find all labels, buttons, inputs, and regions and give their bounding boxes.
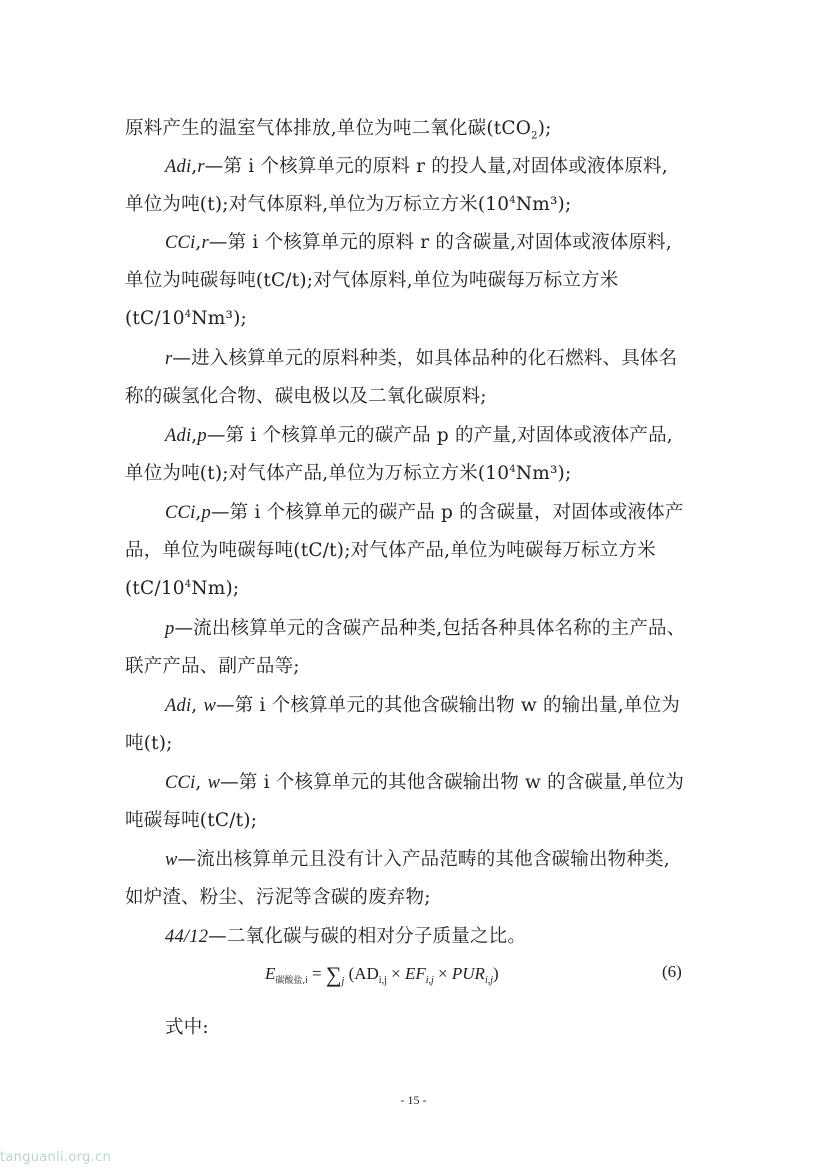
definition-w [165,848,710,872]
line-text: 如炉渣、粉尘、污泥等含碳的废弃物; [125,887,431,908]
equation-6 [265,962,499,988]
variable: r [165,349,173,369]
line-text: 式中: [165,1017,209,1038]
equation-subscript: i,j [484,975,493,986]
symbol: CCi [165,503,196,523]
sum-symbol: ∑ [325,962,342,987]
equation-subscript: i,j [378,975,387,986]
definition-cci-p: CCi,p—第 i 个核算单元的碳产品 p 的含碳量，对固体或液体产 [165,502,684,523]
line-tail: Nm³); [191,308,247,329]
equation-term: EF [404,964,426,983]
definition-cci-r: CCi,r—第 i 个核算单元的原料 r 的含碳量,对固体或液体原料, [165,232,672,253]
variable: p [201,503,211,523]
line-text: 单位为吨碳每吨(tC/t);对气体原料,单位为吨碳每万标立方米 [125,270,619,291]
text-line [125,117,710,141]
line-text: —二氧化碳与碳的相对分子质量之比。 [208,926,527,947]
line-text: —第 i 个核算单元的碳产品 p 的产量,对固体或液体产品, [206,425,673,446]
text-line [125,577,710,601]
line-tail: ); [537,118,552,139]
line-text: —进入核算单元的原料种类，如具体品种的化石燃料、具体名 [172,348,678,369]
definition-adi-w: Adi, w—第 i 个核算单元的其他含碳输出物 w 的输出量,单位为 [165,695,680,716]
subscript: 2 [531,130,538,142]
text-line [125,809,710,833]
line-text: 称的碳氢化合物、碳电极以及二氧化碳原料; [125,386,487,407]
text-line [125,269,710,293]
variable: w [203,696,217,716]
equals-sign: = [307,964,326,983]
equation-subscript: j [341,976,345,987]
equation-symbol: E [265,964,276,983]
equation-term: (AD [348,964,379,983]
line-text: —流出核算单元的含碳产品种类,包括各种具体名称的主产品、 [174,618,686,639]
symbol: Adi [165,696,192,716]
text-line [125,655,710,679]
line-text: 单位为吨(t);对气体原料,单位为万标立方米(10 [125,194,510,215]
variable: p [165,619,175,639]
symbol: CCi [165,773,196,793]
line-text: 吨碳每吨(tC/t); [125,810,258,831]
text-line [125,193,710,217]
superscript: 4 [509,194,516,206]
line-text: —流出核算单元且没有计入产品范畴的其他含碳输出物种类, [177,849,670,870]
equation-subscript: i,j [425,975,434,986]
line-text: —第 i 个核算单元的原料 r 的含碳量,对固体或液体原料, [208,232,672,253]
line-tail: Nm); [191,578,240,599]
symbol: CCi [165,233,196,253]
line-text: (tC/10 [125,578,185,599]
definition-44-12 [165,925,710,949]
text-line [125,385,710,409]
symbol: Adi [165,157,192,177]
text-line [125,307,710,331]
line-text: —第 i 个核算单元的原料 r 的投人量,对固体或液体原料, [204,156,668,177]
definition-adi-r: Adi,r—第 i 个核算单元的原料 r 的投人量,对固体或液体原料, [165,156,668,177]
equation-subscript: 碳酸盐,i [275,976,308,986]
times-sign: × [433,964,452,983]
definition-adi-p: Adi,p—第 i 个核算单元的碳产品 p 的产量,对固体或液体产品, [165,425,673,446]
text-line [125,539,710,563]
superscript: 4 [509,463,516,475]
variable: 44/12 [165,927,209,947]
definition-cci-w: CCi, w—第 i 个核算单元的其他含碳输出物 w 的含碳量,单位为 [165,772,685,793]
where-label [165,1016,710,1040]
line-tail: Nm³); [515,194,572,215]
variable: w [207,773,221,793]
variable: r [197,157,205,177]
times-sign: × [386,964,405,983]
text-line [125,886,710,910]
line-text: 单位为吨(t);对气体产品,单位为万标立方米(10 [125,463,510,484]
text-line [125,462,710,486]
line-text: 原料产生的温室气体排放,单位为吨二氧化碳(tCO [125,118,532,139]
equation-term: ) [493,964,499,983]
superscript: 4 [184,578,192,590]
watermark: tanguanli.org.cn [0,1150,111,1165]
line-text: 联产产品、副产品等; [125,656,300,677]
symbol: Adi [165,426,192,446]
line-text: 品，单位为吨碳每吨(tC/t);对气体产品,单位为吨碳每万标立方米 [125,540,656,561]
equation-number: (6) [662,962,682,981]
line-text: —第 i 个核算单元的其他含碳输出物 w 的含碳量,单位为 [220,772,685,793]
equation-term: PUR [451,964,485,983]
text-line [125,732,710,756]
line-tail: Nm³); [515,463,572,484]
definition-r [165,347,710,371]
line-text: —第 i 个核算单元的其他含碳输出物 w 的输出量,单位为 [216,695,680,716]
variable: w [165,850,178,870]
line-text: —第 i 个核算单元的碳产品 p 的含碳量，对固体或液体产 [210,502,684,523]
line-text: 吨(t); [125,733,173,754]
variable: p [197,426,207,446]
superscript: 4 [184,308,192,320]
variable: r [201,233,209,253]
line-text: (tC/10 [125,308,185,329]
definition-p [165,617,710,641]
page-number: - 15 - [400,1093,427,1107]
